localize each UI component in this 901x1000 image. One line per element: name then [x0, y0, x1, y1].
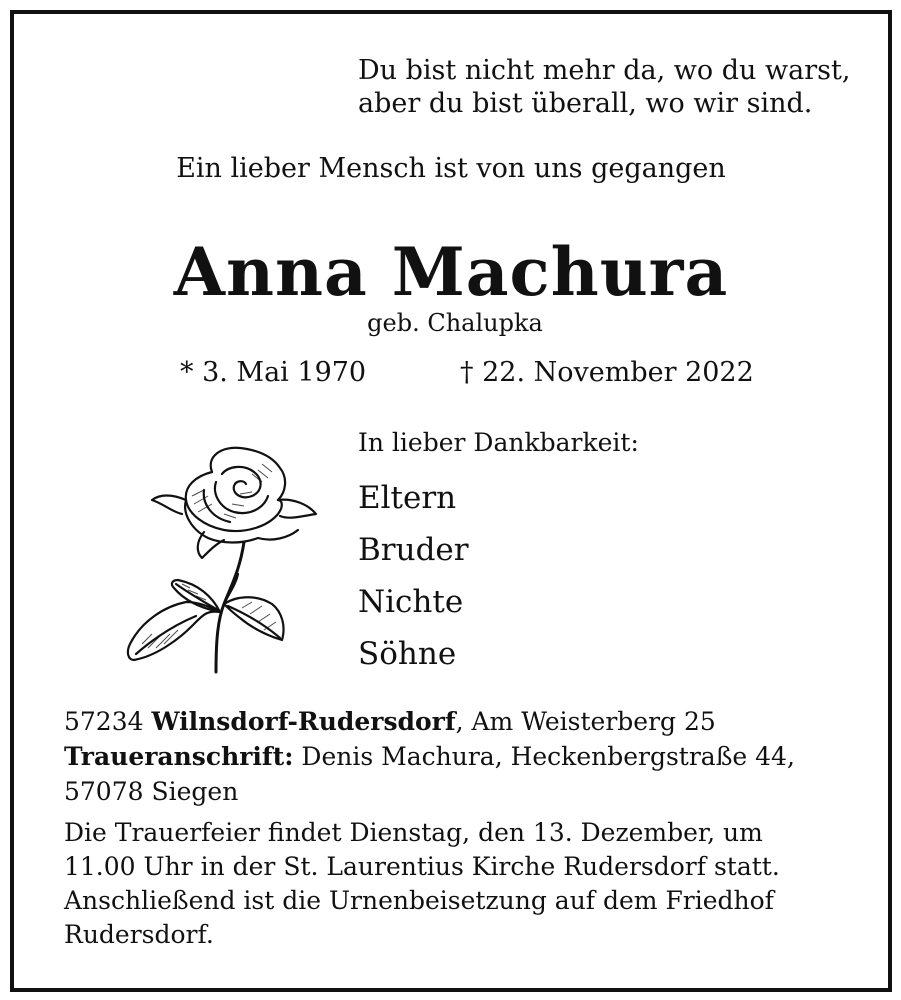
funeral-service-info: [64, 816, 780, 952]
residence-line: [64, 704, 795, 739]
mourner-item-niece: Nichte: [358, 584, 464, 620]
gratitude-label: In lieber Dankbarkeit:: [358, 428, 639, 457]
deceased-name: Anna Machura: [173, 233, 729, 311]
mourning-address-line: [64, 739, 795, 774]
mourning-address-label: Traueranschrift:: [64, 742, 294, 771]
service-line-2: 11.00 Uhr in der St. Laurentius Kirche Rudersdorf statt.: [64, 852, 780, 881]
service-line-1: Die Trauerfeier findet Dienstag, den 13. Dezember, um: [64, 818, 763, 847]
rose-icon: [112, 434, 322, 674]
mourning-address-city: 57078 Siegen: [64, 777, 239, 806]
mourner-item-brother: Bruder: [358, 532, 469, 568]
mourner-item-parents: Eltern: [358, 480, 457, 516]
mourner-item-sons: Söhne: [358, 636, 457, 672]
mourner-list: [358, 472, 469, 680]
address-block: [64, 704, 795, 809]
memorial-quote: [358, 54, 850, 120]
birth-date: * 3. Mai 1970: [180, 357, 367, 388]
quote-line-1: Du bist nicht mehr da, wo du warst,: [358, 55, 851, 86]
death-date: † 22. November 2022: [460, 357, 754, 388]
postal-code: 57234: [64, 707, 144, 736]
street-address: , Am Weisterberg 25: [455, 707, 716, 736]
service-line-3: Anschließend ist die Urnenbeisetzung auf dem Friedhof: [64, 886, 774, 915]
mourning-address-text: Denis Machura, Heckenbergstraße 44,: [293, 742, 795, 771]
town-name: Wilnsdorf-Rudersdorf: [151, 707, 456, 736]
service-line-4: Rudersdorf.: [64, 920, 214, 949]
intro-text: Ein lieber Mensch ist von uns gegangen: [176, 153, 726, 184]
obituary-frame: [10, 10, 892, 992]
quote-line-2: aber du bist überall, wo wir sind.: [358, 88, 813, 119]
maiden-name: geb. Chalupka: [367, 309, 543, 337]
